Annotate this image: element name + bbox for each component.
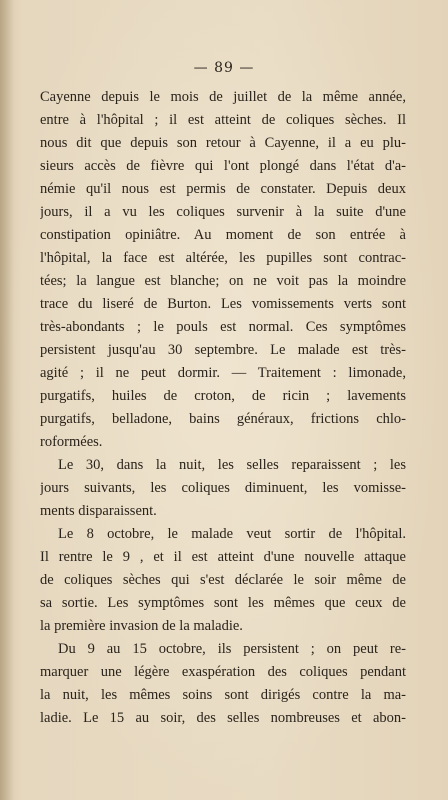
paragraph-3 bbox=[40, 523, 406, 638]
page-number: — 89 — bbox=[193, 60, 255, 76]
text-line: jours suivants, les coliques diminuent, les vomisse- bbox=[40, 480, 406, 496]
text-line: de coliques sèches qui s'est déclarée le soir même de bbox=[40, 572, 406, 588]
text-line: sa sortie. Les symptômes sont les mêmes que ceux de bbox=[40, 595, 406, 611]
text-line: agité ; il ne peut dormir. — Traitement : limonade, bbox=[40, 365, 406, 381]
text-line: Le 30, dans la nuit, les selles reparaissent ; les bbox=[58, 457, 406, 473]
text-line: entre à l'hôpital ; il est atteint de coliques sèches. Il bbox=[40, 112, 406, 128]
text-line: la nuit, les mêmes soins sont dirigés contre la ma- bbox=[40, 687, 406, 703]
paragraph-2 bbox=[40, 454, 406, 523]
text-line: constipation opiniâtre. Au moment de son entrée à bbox=[40, 227, 406, 243]
text-line: purgatifs, belladone, bains généraux, frictions chlo- bbox=[40, 411, 406, 427]
text-line: la première invasion de la maladie. bbox=[40, 618, 243, 634]
text-line: l'hôpital, la face est altérée, les pupilles sont contrac- bbox=[40, 250, 406, 266]
text-line: ladie. Le 15 au soir, des selles nombreuses et abon- bbox=[40, 710, 406, 726]
text-line: trace du liseré de Burton. Les vomissements verts sont bbox=[40, 296, 406, 312]
text-line: némie qu'il nous est permis de constater. Depuis deux bbox=[40, 181, 406, 197]
body-text bbox=[40, 86, 406, 730]
text-line: Cayenne depuis le mois de juillet de la même année, bbox=[40, 89, 406, 105]
text-line: nous dit que depuis son retour à Cayenne, il a eu plu- bbox=[40, 135, 406, 151]
text-line: sieurs accès de fièvre qui l'ont plongé dans l'état d'a- bbox=[40, 158, 406, 174]
text-line: tées; la langue est blanche; on ne voit pas la moindre bbox=[40, 273, 406, 289]
text-line: roformées. bbox=[40, 434, 103, 450]
text-line: persistent jusqu'au 30 septembre. Le malade est très- bbox=[40, 342, 406, 358]
text-line: marquer une légère exaspération des coliques pendant bbox=[40, 664, 406, 680]
text-line: ments disparaissent. bbox=[40, 503, 157, 519]
text-line: Du 9 au 15 octobre, ils persistent ; on peut re- bbox=[58, 641, 406, 657]
text-line: purgatifs, huiles de croton, de ricin ; lavements bbox=[40, 388, 406, 404]
spine-shadow bbox=[0, 0, 14, 800]
text-line: Il rentre le 9 , et il est atteint d'une nouvelle attaque bbox=[40, 549, 406, 565]
paragraph-1 bbox=[40, 86, 406, 454]
text-line: Le 8 octobre, le malade veut sortir de l'hôpital. bbox=[58, 526, 406, 542]
text-line: très-abondants ; le pouls est normal. Ces symptômes bbox=[40, 319, 406, 335]
paragraph-4 bbox=[40, 638, 406, 730]
text-line: jours, il a vu les coliques survenir à la suite d'une bbox=[40, 204, 406, 220]
